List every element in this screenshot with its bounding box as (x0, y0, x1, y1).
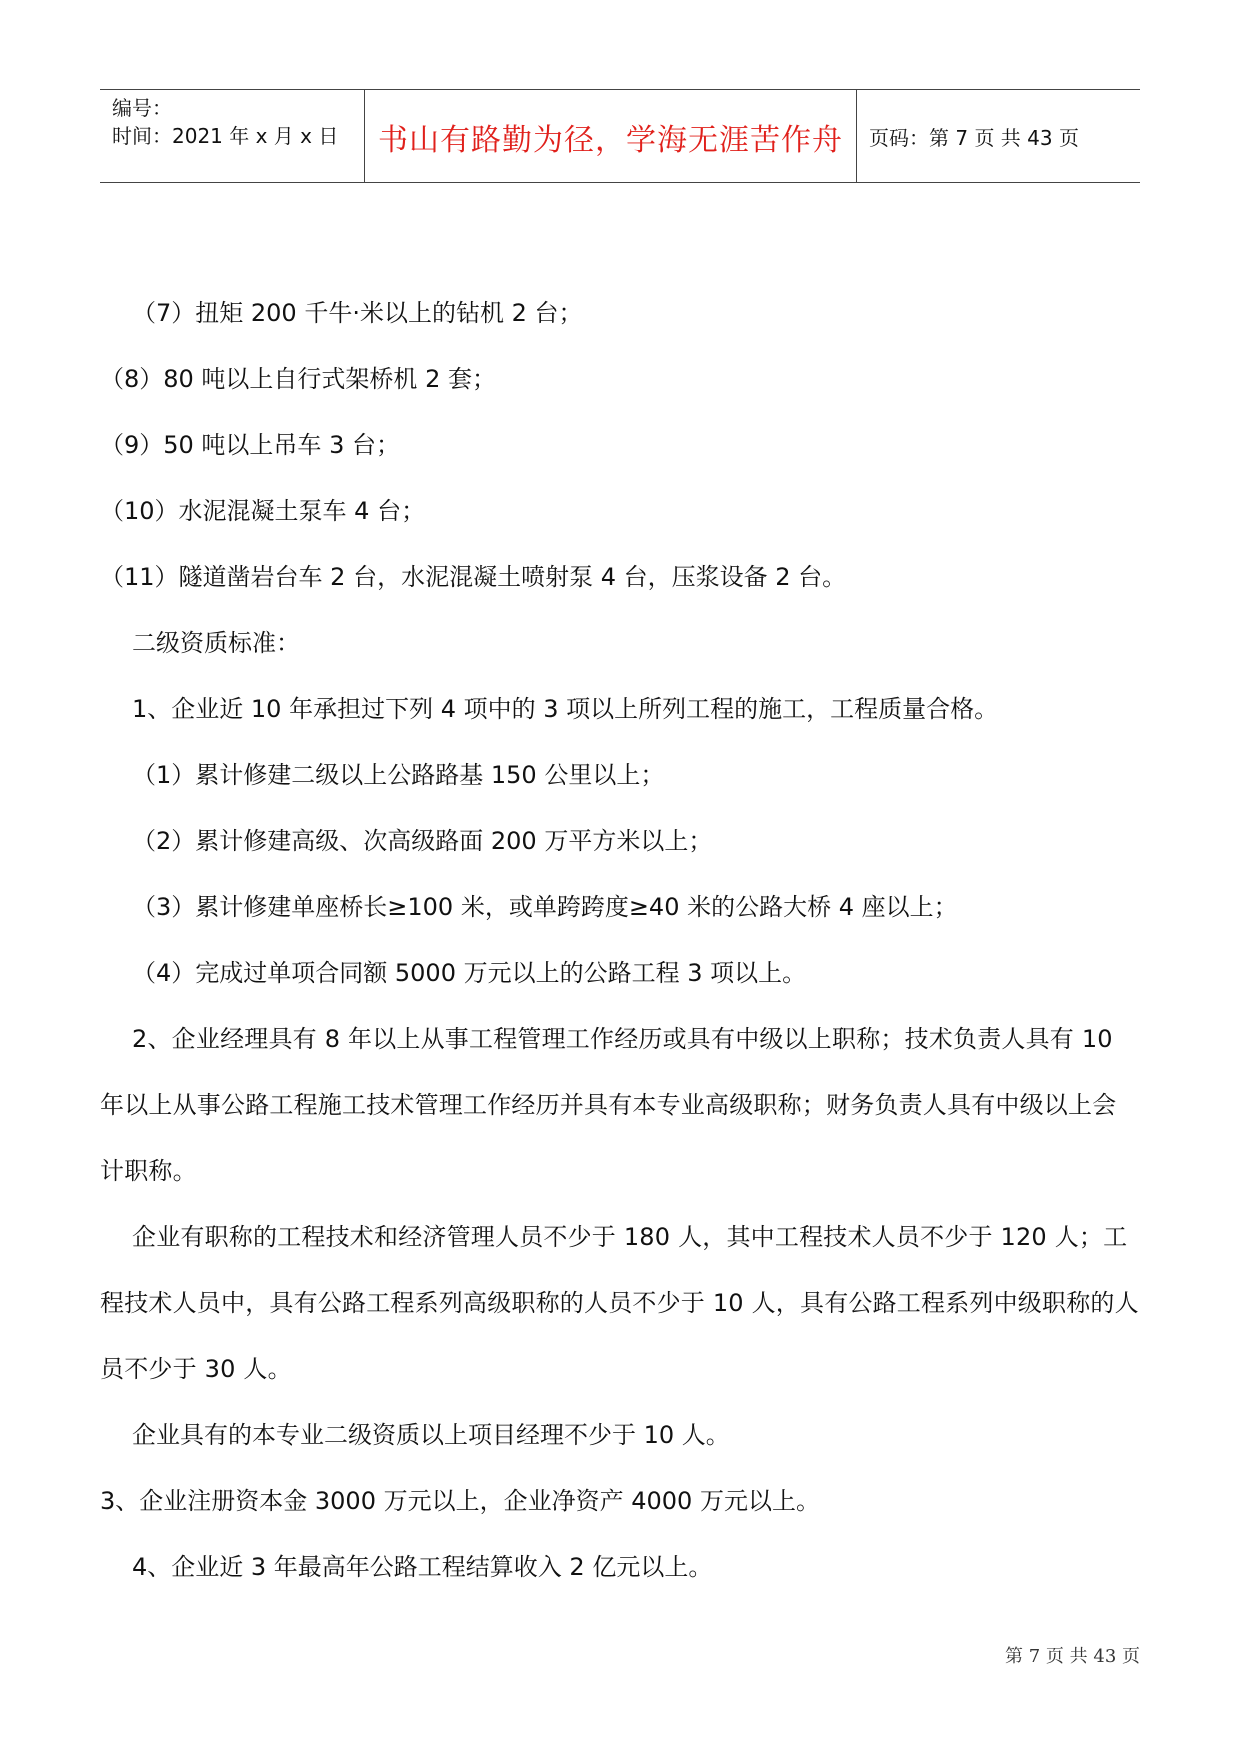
paragraph-clause-4: 4、企业近 3 年最高年公路工程结算收入 2 亿元以上。 (132, 1553, 713, 1581)
motto: 书山有路勤为径，学海无涯苦作舟 (378, 123, 843, 158)
time-label: 时间：2021 年 x 月 x 日 (112, 124, 339, 148)
header-motto-cell (365, 90, 857, 182)
paragraph-item-10: （10）水泥混凝土泵车 4 台； (100, 497, 426, 525)
page-footer: 第 7 页 共 43 页 (1005, 1646, 1140, 1667)
header-page-cell (857, 90, 1140, 182)
document-header (100, 89, 1140, 183)
paragraph-sub-3: （3）累计修建单座桥长≥100 米，或单跨跨度≥40 米的公路大桥 4 座以上； (132, 893, 958, 921)
header-meta-cell (100, 90, 365, 182)
paragraph-clause-1: 1、企业近 10 年承担过下列 4 项中的 3 项以上所列工程的施工，工程质量合格。 (132, 695, 999, 723)
document-body (100, 280, 1140, 1600)
paragraph-staff: 企业有职称的工程技术和经济管理人员不少于 180 人，其中工程技术人员不少于 120 人；工程技术人员中，具有公路工程系列高级职称的人员不少于 10 人，具有公路工程系列中级职称的人员不少于 30 人。 (100, 1223, 1139, 1383)
paragraph-managers: 企业具有的本专业二级资质以上项目经理不少于 10 人。 (132, 1421, 730, 1449)
section-heading: 二级资质标准： (132, 629, 300, 657)
paragraph-sub-1: （1）累计修建二级以上公路路基 150 公里以上； (132, 761, 665, 789)
paragraph-clause-3: 3、企业注册资本金 3000 万元以上，企业净资产 4000 万元以上。 (100, 1487, 820, 1515)
paragraph-sub-4: （4）完成过单项合同额 5000 万元以上的公路工程 3 项以上。 (132, 959, 807, 987)
paragraph-item-7: （7）扭矩 200 千牛·米以上的钻机 2 台； (132, 299, 583, 327)
paragraph-item-8: （8）80 吨以上自行式架桥机 2 套； (100, 365, 496, 393)
page-info: 页码：第 7 页 共 43 页 (869, 126, 1079, 150)
paragraph-sub-2: （2）累计修建高级、次高级路面 200 万平方米以上； (132, 827, 713, 855)
paragraph-item-11: （11）隧道凿岩台车 2 台，水泥混凝土喷射泵 4 台，压浆设备 2 台。 (100, 563, 847, 591)
paragraph-clause-2: 2、企业经理具有 8 年以上从事工程管理工作经历或具有中级以上职称；技术负责人具有 10 年以上从事公路工程施工技术管理工作经历并具有本专业高级职称；财务负责人具有中级以上会计职称。 (100, 1025, 1117, 1185)
paragraph-item-9: （9）50 吨以上吊车 3 台； (100, 431, 400, 459)
number-label: 编号： (112, 96, 172, 120)
